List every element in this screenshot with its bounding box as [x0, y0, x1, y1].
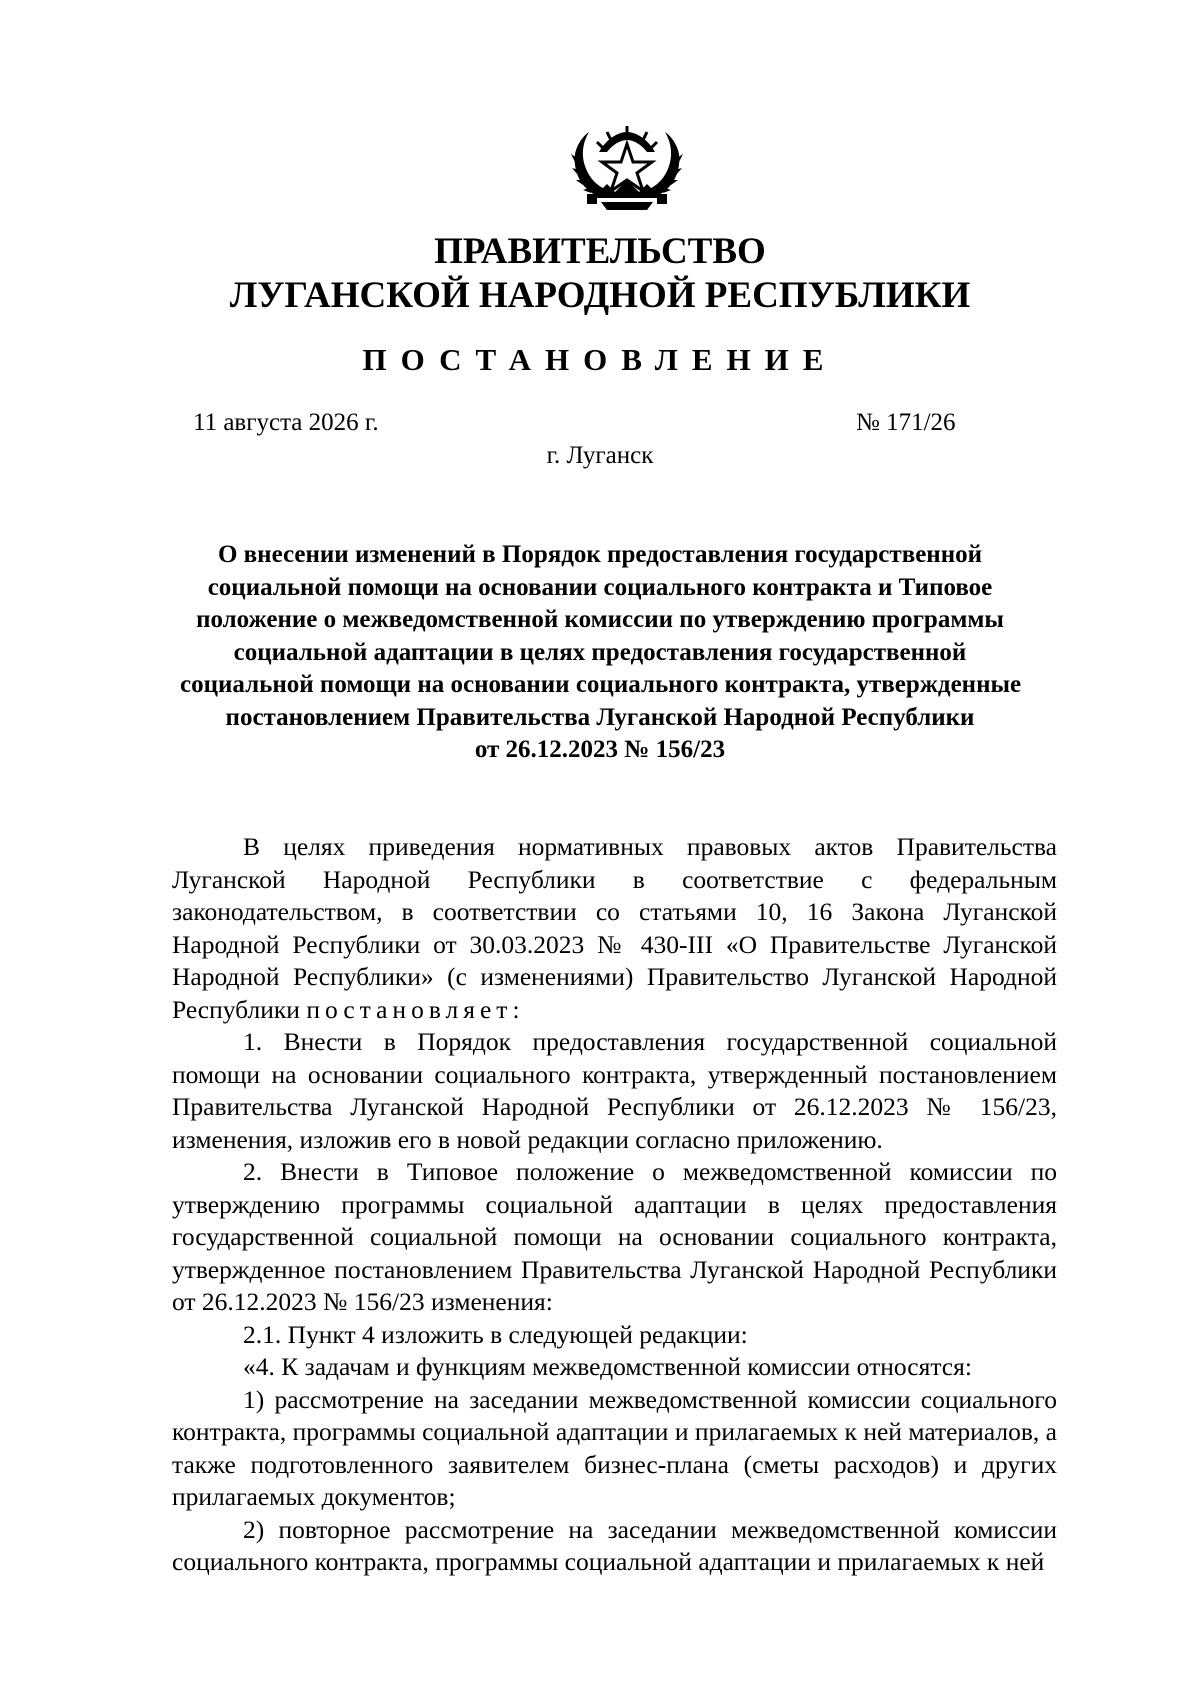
preamble-text: В целях приведения нормативных правовых актов Правительства Луганской Народной Республики в соответствие с федеральным законодательством, в соответствии со статьями 10, 16 Закона Луганской Народной Республики от 30.03.2023 № 430-III «О Правительстве Луганской Народной Республики» (с изменениями) Правительство Луганской Народной Республики — [172, 832, 1057, 1024]
document-number: № 171/26 — [856, 409, 956, 436]
document-body — [172, 831, 1057, 1579]
document-type: ПОСТАНОВЛЕНИЕ — [362, 342, 838, 377]
organization-name-line2: ЛУГАНСКОЙ НАРОДНОЙ РЕСПУБЛИКИ — [229, 275, 971, 316]
coat-of-arms-icon — [567, 118, 687, 216]
item-2-1: 2.1. Пункт 4 изложить в следующей редакции: — [243, 1319, 748, 1349]
subject-line: от 26.12.2023 № 156/23 — [474, 736, 726, 763]
organization-name-line1: ПРАВИТЕЛЬСТВО — [434, 231, 766, 272]
subitem-2: 2) повторное рассмотрение на заседании межведомственной комиссии социального контракта, программы социальной адаптации и прилагаемых к ней — [172, 1514, 1057, 1576]
item-1: 1. Внести в Порядок предоставления государственной социальной помощи на основании социального контракта, утвержденный постановлением Правительства Луганской Народной Республики от 26.12.2023 № 156/23, изменения, изложив его в новой редакции согласно приложению. — [172, 1027, 1057, 1154]
preamble-paragraph — [172, 831, 1057, 1026]
subject-line: О внесении изменений в Порядок предоставления государственной — [217, 541, 982, 568]
subject-line: социальной помощи на основании социального контракта, утвержденные — [180, 671, 1022, 698]
subject-line: социальной помощи на основании социального контракта и Типовое — [207, 573, 993, 601]
document-subject — [180, 539, 1020, 767]
subject-line: социальной адаптации в целях предоставления государственной — [233, 638, 967, 666]
decree-word: постановляет: — [306, 994, 525, 1024]
subject-line: постановлением Правительства Луганской Народной Республики — [225, 703, 975, 731]
document-city: г. Луганск — [546, 442, 654, 469]
quote-intro: «4. К задачам и функциям межведомственной комиссии относятся: — [243, 1352, 972, 1381]
subitem-1: 1) рассмотрение на заседании межведомственной комиссии социального контракта, программы социальной адаптации и прилагаемых к ней материалов, а также подготовленного заявителем бизнес-плана (сметы расходов) и других прилагаемых документов; — [172, 1384, 1057, 1511]
subject-line: положение о межведомственной комиссии по утверждению программы — [196, 606, 1004, 633]
document-date: 11 августа 2026 г. — [193, 409, 379, 436]
item-2: 2. Внести в Типовое положение о межведомственной комиссии по утверждению программы социальной адаптации в целях предоставления государственной социальной помощи на основании социального контракта, утвержденное постановлением Правительства Луганской Народной Республики от 26.12.2023 № 156/23 изменения: — [172, 1157, 1057, 1316]
